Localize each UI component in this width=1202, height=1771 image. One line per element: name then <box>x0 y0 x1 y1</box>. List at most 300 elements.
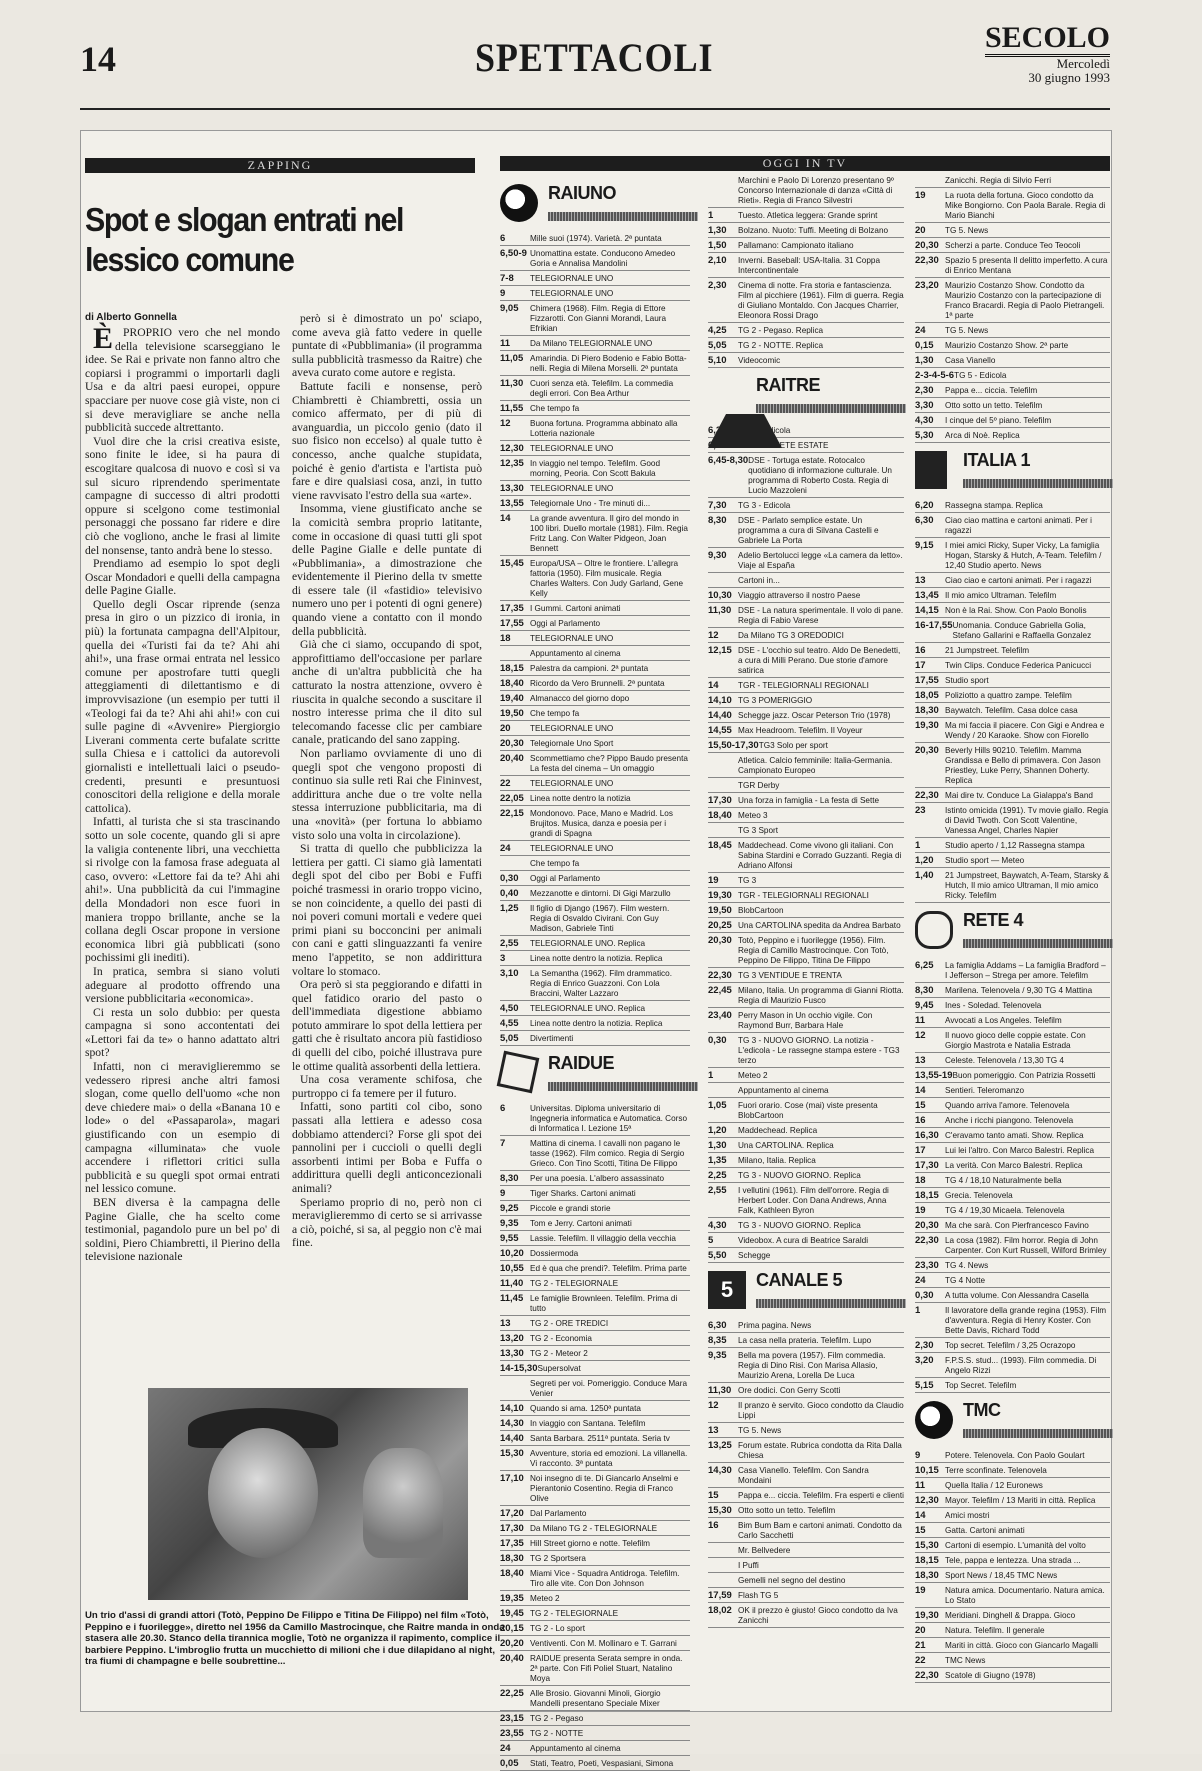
schedule-row <box>500 514 690 556</box>
schedule-program: DSE - Parlato semplice estate. Un programma a cura di Silvana Castelli e Gabriele La Porta <box>738 516 879 545</box>
schedule-program: Il nuovo gioco delle coppie estate. Con Giorgio Mastrota e Natalia Estrada <box>945 1031 1086 1050</box>
schedule-program: TMC News <box>945 1656 986 1665</box>
schedule-row <box>915 1306 1110 1338</box>
schedule-row <box>915 1466 1110 1478</box>
schedule-program: A tutta volume. Con Alessandra Casella <box>945 1291 1089 1300</box>
schedule-time: 18,15 <box>915 1190 939 1201</box>
schedule-row <box>915 1131 1110 1143</box>
schedule-program: Beverly Hills 90210. Telefilm. Mamma Grandissa e Bello di primavera. Con Jason Priestley, Luke Perry, Shannen Doherty. Replica <box>945 746 1101 785</box>
schedule-time: 11,30 <box>708 605 732 616</box>
schedule-row <box>708 681 904 693</box>
schedule-program: Studio sport — Meteo <box>945 856 1025 865</box>
schedule-time: 8,35 <box>708 1335 727 1346</box>
schedule-program: Tom e Jerry. Cartoni animati <box>530 1219 632 1228</box>
schedule-program: Schegge <box>738 1251 771 1260</box>
schedule-program: Mai dire tv. Conduce La Gialappa's Band <box>945 791 1093 800</box>
schedule-program: Tuesto. Atletica leggera: Grande sprint <box>738 211 878 220</box>
schedule-program: I Gummi. Cartoni animati <box>530 604 621 613</box>
schedule-program: Ma che sarà. Con Pierfrancesco Favino <box>945 1221 1089 1230</box>
schedule-program: Videobox. A cura di Beatrice Saraldi <box>738 1236 869 1245</box>
schedule-row <box>915 1356 1110 1378</box>
schedule-time: 13,45 <box>915 590 939 601</box>
schedule-time: 20,30 <box>915 745 939 756</box>
schedule-program: Ricordo da Vero Brunnelli. 2ª puntata <box>530 679 665 688</box>
schedule-time: 19,30 <box>915 1610 939 1621</box>
schedule-time: 19,40 <box>500 693 524 704</box>
schedule-time: 15 <box>915 1525 926 1536</box>
schedule-program: Mr. Bellvedere <box>738 1546 791 1555</box>
schedule-row <box>500 739 690 751</box>
schedule-row <box>708 1591 904 1603</box>
schedule-program: Linea notte dentro la notizia. Replica <box>530 1019 663 1028</box>
schedule-program: 21 Jumpstreet, Baywatch, A-Team, Starsky & Hutch, Il mio amico Ultraman, Il mio amico Ricky. Telefilm <box>945 871 1109 900</box>
tv-band: OGGI IN TV <box>500 156 1110 171</box>
schedule-program: Gatta. Cartoni animati <box>945 1526 1025 1535</box>
schedule-row <box>915 661 1110 673</box>
schedule-row <box>708 781 904 793</box>
schedule-time: 14 <box>915 1085 926 1096</box>
schedule-time: 14,10 <box>500 1403 524 1414</box>
schedule-row <box>915 1671 1110 1683</box>
schedule-program: Arca di Noè. Replica <box>945 431 1020 440</box>
schedule-time: 0,40 <box>500 888 519 899</box>
schedule-row <box>708 811 904 823</box>
schedule-row <box>708 326 904 338</box>
schedule-row <box>500 234 690 246</box>
schedule-row <box>500 404 690 416</box>
channel-rete4 <box>915 909 1110 955</box>
schedule-program: TG 5. News <box>945 226 989 235</box>
schedule-row <box>500 1334 690 1346</box>
schedule-row <box>708 211 904 223</box>
schedule-time: 5,15 <box>915 1380 934 1391</box>
schedule-time: 18,15 <box>500 663 524 674</box>
schedule-time: 19,50 <box>708 905 732 916</box>
schedule-program: TG 3 - NUOVO GIORNO. Replica <box>738 1221 861 1230</box>
schedule-row <box>915 226 1110 238</box>
raidue-logo-icon <box>497 1051 540 1094</box>
schedule-time: 20,40 <box>500 753 524 764</box>
schedule-program: Universitas. Diploma universitario di Ingegneria informatica e Automatica. Corso di Informatica I. Lezione 15ª <box>530 1104 688 1133</box>
schedule-row <box>500 1004 690 1016</box>
channel-tmc <box>915 1399 1110 1445</box>
schedule-row <box>708 1251 904 1263</box>
schedule-time: 6 <box>500 233 506 244</box>
canale5-schedule <box>708 1321 904 1628</box>
schedule-time: 1,25 <box>500 903 519 914</box>
schedule-program: Linea notte dentro la notizia. Replica <box>530 954 663 963</box>
schedule-program: Pappa e... ciccia. Telefilm <box>945 386 1038 395</box>
schedule-row <box>915 256 1110 278</box>
schedule-program: La casa nella prateria. Telefilm. Lupo <box>738 1336 872 1345</box>
rete4-schedule <box>915 961 1110 1393</box>
schedule-program: Ore dodici. Con Gerry Scotti <box>738 1386 841 1395</box>
schedule-program: Stati, Teatro, Poeti, Vespasiani, Simona <box>530 1759 674 1768</box>
channel-stripe <box>548 212 698 221</box>
schedule-time: 22 <box>915 1655 926 1666</box>
schedule-time: 6,25 <box>915 960 934 971</box>
schedule-program: TGR Derby <box>738 781 780 790</box>
schedule-row <box>500 339 690 351</box>
schedule-program: Celeste. Telenovela / 13,30 TG 4 <box>945 1056 1064 1065</box>
raidue-night-schedule <box>708 176 904 368</box>
schedule-time: 18,30 <box>915 705 939 716</box>
schedule-time: 19 <box>708 875 719 886</box>
schedule-time: 9,35 <box>708 1350 727 1361</box>
schedule-program: TG 3 - Edicola <box>738 426 791 435</box>
schedule-program: TELEGIORNALE UNO <box>530 444 614 453</box>
schedule-row <box>500 1249 690 1261</box>
schedule-row <box>500 969 690 1001</box>
schedule-row <box>500 1294 690 1316</box>
page-number: 14 <box>80 39 116 79</box>
actress-figure <box>363 1448 443 1558</box>
schedule-time: 15,30 <box>500 1448 524 1459</box>
schedule-row <box>708 906 904 918</box>
schedule-row <box>500 484 690 496</box>
schedule-time: 22,05 <box>500 793 524 804</box>
schedule-program: Telegiornale Uno Sport <box>530 739 614 748</box>
schedule-program: Meteo 2 <box>738 1071 768 1080</box>
schedule-row <box>500 889 690 901</box>
schedule-row <box>915 591 1110 603</box>
schedule-row <box>915 1116 1110 1128</box>
schedule-time: 0,30 <box>708 1035 727 1046</box>
schedule-time: 13,30 <box>500 483 524 494</box>
schedule-program: Hill Street giorno e notte. Telefilm <box>530 1539 650 1548</box>
schedule-program: Scatole di Giugno (1978) <box>945 1671 1036 1680</box>
schedule-row <box>915 1161 1110 1173</box>
schedule-program: Avvocati a Los Angeles. Telefilm <box>945 1016 1062 1025</box>
schedule-row <box>500 1569 690 1591</box>
schedule-program: Potere. Telenovela. Con Paolo Goulart <box>945 1451 1085 1460</box>
schedule-program: TELEGIORNALE UNO <box>530 289 614 298</box>
schedule-program: Europa/USA – Oltre le frontiere. L'allegra fattoria (1950). Film musicale. Regia Charles Walters. Con Judy Garland, Gene Kelly <box>530 559 684 598</box>
raidue-schedule <box>500 1104 690 1771</box>
schedule-program: Almanacco del giorno dopo <box>530 694 630 703</box>
schedule-program: In viaggio con Santana. Telefilm <box>530 1419 646 1428</box>
schedule-program: Cuori senza età. Telefilm. La commedia degli errori. Con Bea Arthur <box>530 379 674 398</box>
schedule-row <box>915 341 1110 353</box>
schedule-time: 7 <box>500 1138 506 1149</box>
schedule-row <box>500 1714 690 1726</box>
channel-stripe <box>963 1429 1113 1438</box>
schedule-time: 6,45-14 <box>708 440 741 451</box>
article-column-2 <box>292 312 482 1374</box>
schedule-row <box>500 874 690 886</box>
channel-name: RETE 4 <box>963 910 1024 930</box>
schedule-row <box>500 1264 690 1276</box>
schedule-program: Terre sconfinate. Telenovela <box>945 1466 1047 1475</box>
schedule-row <box>708 256 904 278</box>
schedule-time: 13 <box>915 575 926 586</box>
schedule-program: Meteo 3 <box>738 811 768 820</box>
schedule-time: 14,30 <box>708 1465 732 1476</box>
schedule-time: 23,20 <box>915 280 939 291</box>
schedule-row <box>915 606 1110 618</box>
schedule-row <box>915 1101 1110 1113</box>
schedule-time: 2,30 <box>708 280 727 291</box>
schedule-program: TG 4 / 19,30 Micaela. Telenovela <box>945 1206 1065 1215</box>
schedule-row <box>500 304 690 336</box>
schedule-row <box>708 551 904 573</box>
schedule-time: 2,25 <box>708 1170 727 1181</box>
schedule-time: 11 <box>915 1480 926 1491</box>
schedule-program: Linea notte dentro la notizia <box>530 794 631 803</box>
schedule-row <box>708 1221 904 1233</box>
schedule-program: Otto sotto un tetto. Telefilm <box>945 401 1043 410</box>
schedule-program: Mille suoi (1974). Varietà. 2ª puntata <box>530 234 662 243</box>
schedule-row <box>500 1319 690 1331</box>
schedule-program: TG 4 Notte <box>945 1276 986 1285</box>
schedule-time: 22,45 <box>708 985 732 996</box>
schedule-program: TGR - TELEGIORNALI REGIONALI <box>738 891 869 900</box>
schedule-program: Una CARTOLINA spedita da Andrea Barbato <box>738 921 901 930</box>
channel-name: TMC <box>963 1400 1001 1420</box>
schedule-program: Meteo 2 <box>530 1594 560 1603</box>
schedule-program: Il lavoratore della grande regina (1953). Film d'avventura. Regia di Henry Koster. Con Bette Davis, Richard Todd <box>945 1306 1107 1335</box>
schedule-row <box>915 1001 1110 1013</box>
schedule-row <box>708 841 904 873</box>
schedule-program: Top Secret. Telefilm <box>945 1381 1017 1390</box>
schedule-program: C'eravamo tanto amati. Show. Replica <box>945 1131 1084 1140</box>
schedule-time: 9,55 <box>500 1233 519 1244</box>
schedule-program: Natura. Telefilm. Il generale <box>945 1626 1045 1635</box>
schedule-program: Zanicchi. Regia di Silvio Ferri <box>945 176 1052 185</box>
newspaper-name: SECOLO <box>985 22 1110 57</box>
schedule-program: Le famiglie Brownleen. Telefilm. Prima di tutto <box>530 1294 678 1313</box>
schedule-program: Bolzano. Nuoto: Tuffi. Meeting di Bolzano <box>738 226 889 235</box>
schedule-program: TG 3 POMERIGGIO <box>738 696 813 705</box>
schedule-time: 15,50-17,30 <box>708 740 759 751</box>
schedule-row <box>915 841 1110 853</box>
schedule-row <box>915 856 1110 868</box>
schedule-time: 20,15 <box>500 1623 524 1634</box>
schedule-time: 11,45 <box>500 1293 524 1304</box>
schedule-time: 18,05 <box>915 690 939 701</box>
schedule-time: 17,55 <box>500 618 524 629</box>
schedule-time: 17 <box>915 660 926 671</box>
schedule-row <box>915 1276 1110 1288</box>
schedule-row <box>708 341 904 353</box>
schedule-row <box>708 606 904 628</box>
schedule-row <box>915 1526 1110 1538</box>
schedule-row <box>500 939 690 951</box>
schedule-program: TG 2 - TELEGIORNALE <box>530 1609 619 1618</box>
schedule-row <box>915 961 1110 983</box>
schedule-program: Telegiornale Uno - Tre minuti di... <box>530 499 651 508</box>
schedule-program: Buon pomeriggio. Con Patrizia Rossetti <box>952 1071 1096 1080</box>
schedule-program: TELEGIORNALE UNO. Replica <box>530 939 646 948</box>
article-paragraph: Prendiamo ad esempio lo spot degli Oscar Mondadori e quelli della campagna delle Pagine Gialle. <box>85 557 280 598</box>
schedule-row <box>708 1466 904 1488</box>
schedule-row <box>500 649 690 661</box>
schedule-time: 18,45 <box>708 840 732 851</box>
schedule-time: 14 <box>708 680 719 691</box>
schedule-row <box>500 859 690 871</box>
schedule-row <box>915 1086 1110 1098</box>
schedule-time: 17,30 <box>708 795 732 806</box>
channel-stripe <box>963 479 1113 488</box>
schedule-row <box>708 281 904 323</box>
schedule-row <box>500 289 690 301</box>
channel-stripe <box>756 1299 906 1308</box>
schedule-row <box>915 1381 1110 1393</box>
schedule-time: 23,15 <box>500 1713 524 1724</box>
schedule-row <box>915 1481 1110 1493</box>
schedule-time: 16 <box>915 645 926 656</box>
article-paragraph: Infatti, al turista che si sta trascinando sotto un sole cocente, quando gli si apre la valigia contenente libri, una vecchietta si rivolge con la famosa frase adeguata al caso, ovvero: «Lettore fai da te? Ahi ahi ahi!». Una pubblicità da cui l'immagine della Mondadori non esce fuori in maniera troppo brillante, anche se la collana degli Oscar propone in versione economica libri già pubblicati (sono pochissimi gli inediti). <box>85 815 280 965</box>
schedule-program: Una CARTOLINA. Replica <box>738 1141 834 1150</box>
zapping-band: ZAPPING <box>85 158 475 173</box>
schedule-program: TG 3 - Edicola <box>738 501 791 510</box>
schedule-row <box>915 1571 1110 1583</box>
schedule-time: 12,35 <box>500 458 524 469</box>
schedule-row <box>708 1171 904 1183</box>
channel-name: RAIUNO <box>548 183 616 203</box>
schedule-time: 2,30 <box>915 1340 934 1351</box>
channel-raidue <box>500 1052 690 1098</box>
schedule-program: Milano, Italia. Un programma di Gianni Riotta. Regia di Maurizio Fusco <box>738 986 904 1005</box>
schedule-time: 3 <box>500 953 506 964</box>
schedule-time: 20 <box>915 225 926 236</box>
schedule-row <box>915 1496 1110 1508</box>
channel-italia1 <box>915 449 1110 495</box>
schedule-time: 9,35 <box>500 1218 519 1229</box>
schedule-row <box>500 619 690 631</box>
schedule-row <box>708 501 904 513</box>
article-headline: Spot e slogan entrati nel lessico comune <box>85 201 404 278</box>
schedule-program: Lui lei l'altro. Con Marco Balestri. Replica <box>945 1146 1094 1155</box>
schedule-row <box>500 604 690 616</box>
schedule-program: DSE - La natura sperimentale. Il volo di pane. Regia di Fabio Varese <box>738 606 904 625</box>
schedule-program: Non è la Rai. Show. Con Paolo Bonolis <box>945 606 1087 615</box>
schedule-program: Gemelli nel segno del destino <box>738 1576 846 1585</box>
schedule-time: 8,30 <box>500 1173 519 1184</box>
schedule-program: Maddechead. Come vivono gli italiani. Con Sabina Stardini e Corrado Guzzanti. Regia di Adriano Alfonsi <box>738 841 902 870</box>
channel-canale5 <box>708 1269 904 1315</box>
schedule-program: Viaggio attraverso il nostro Paese <box>738 591 861 600</box>
schedule-time: 14,15 <box>915 605 939 616</box>
schedule-program: Segreti per voi. Pomeriggio. Conduce Mara Venier <box>530 1379 688 1398</box>
schedule-program: Studio aperto / 1,12 Rassegna stampa <box>945 841 1085 850</box>
schedule-time: 12,30 <box>500 443 524 454</box>
schedule-time: 2,30 <box>915 385 934 396</box>
schedule-row <box>915 516 1110 538</box>
schedule-program: Pappa e... ciccia. Telefilm. Fra esperti e clienti <box>738 1491 904 1500</box>
schedule-time: 23,40 <box>708 1010 732 1021</box>
schedule-row <box>915 1626 1110 1638</box>
schedule-row <box>915 401 1110 413</box>
schedule-time: 12 <box>500 418 511 429</box>
schedule-row <box>915 1586 1110 1608</box>
schedule-program: TG 3 <box>738 876 757 885</box>
schedule-program: Ines - Soledad. Telenovela <box>945 1001 1042 1010</box>
schedule-row <box>915 806 1110 838</box>
schedule-row <box>915 1071 1110 1083</box>
schedule-time: 19,50 <box>500 708 524 719</box>
schedule-row <box>500 1364 690 1376</box>
schedule-time: 12,15 <box>708 645 732 656</box>
schedule-program: TG 3 - NUOVO GIORNO. Replica <box>738 1171 861 1180</box>
schedule-program: Dal Parlamento <box>530 1509 587 1518</box>
schedule-time: 22,30 <box>915 255 939 266</box>
schedule-time: 21 <box>915 1640 926 1651</box>
schedule-row <box>915 191 1110 223</box>
schedule-time: 17,35 <box>500 603 524 614</box>
schedule-row <box>915 791 1110 803</box>
schedule-time: 9,05 <box>500 303 519 314</box>
schedule-program: TG 2 - TELEGIORNALE <box>530 1279 619 1288</box>
schedule-program: Ma mi faccia il piacere. Con Gigi e Andrea e Wendy / 20 Karaoke. Show con Fiorello <box>945 721 1105 740</box>
schedule-time: 22,30 <box>915 790 939 801</box>
schedule-time: 14 <box>500 513 511 524</box>
schedule-program: Buona fortuna. Programma abbinato alla Lotteria nazionale <box>530 419 678 438</box>
schedule-row <box>708 576 904 588</box>
schedule-time: 13,55 <box>500 498 524 509</box>
schedule-row <box>915 431 1110 443</box>
schedule-time: 17 <box>915 1145 926 1156</box>
schedule-program: Maddechead. Replica <box>738 1126 818 1135</box>
schedule-row <box>915 1541 1110 1553</box>
schedule-program: TELEGIORNALE UNO. Replica <box>530 1004 646 1013</box>
schedule-time: 20,30 <box>915 240 939 251</box>
schedule-row <box>500 809 690 841</box>
schedule-program: Ventiventi. Con M. Mollinaro e T. Garrani <box>530 1639 677 1648</box>
schedule-program: Baywatch. Telefilm. Casa dolce casa <box>945 706 1078 715</box>
schedule-program: TG 2 - Pegaso. Replica <box>738 326 824 335</box>
schedule-time: 2-3-4-5-6 <box>915 370 955 381</box>
raitre-schedule <box>708 426 904 1263</box>
header-rule <box>80 108 1110 110</box>
schedule-time: 22,30 <box>708 970 732 981</box>
italia1-logo-icon <box>915 451 947 489</box>
channel-name: ITALIA 1 <box>963 450 1030 470</box>
schedule-program: Prima pagina. News <box>738 1321 812 1330</box>
schedule-row <box>708 1561 904 1573</box>
schedule-time: 2,10 <box>708 255 727 266</box>
schedule-time: 17,30 <box>500 1523 524 1534</box>
raiuno-logo-icon <box>500 184 538 222</box>
schedule-time: 3,10 <box>500 968 519 979</box>
schedule-program: Maurizio Costanzo Show. Condotto da Maurizio Costanzo con la partecipazione di Franco Bracardi. Regia di Paolo Pietrangeli. 1ª parte <box>945 281 1105 320</box>
schedule-program: La cosa (1982). Film horror. Regia di John Carpenter. Con Kurt Russell, Wilford Brimley <box>945 1236 1107 1255</box>
schedule-program: Twin Clips. Conduce Federica Panicucci <box>945 661 1092 670</box>
schedule-time: 20,40 <box>500 1653 524 1664</box>
channel-stripe <box>548 1082 698 1091</box>
article-paragraph: BEN diversa è la campagna delle Pagine Gialle, che ha scelto come testimonial, pagandolo pure un bel po' di soldini, Piero Chiambretti, il Pierino della televisione nazionale <box>85 1196 280 1264</box>
article-paragraph: però si è dimostrato un po' sciapo, come aveva già fatto vedere in quelle puntate di «Pubblimania» (il programma sulla pubblicità trasmesso da Raitre) che aveva curato come autore e regista. <box>292 312 482 380</box>
schedule-row <box>500 1509 690 1521</box>
article-paragraph: Ci resta un solo dubbio: per questa campagna si sono accontentati dei «Lettori fai da te» o hanno adattato altri spot? <box>85 1005 280 1060</box>
schedule-time: 19,45 <box>500 1608 524 1619</box>
schedule-program: TG 2 - ORE TREDICI <box>530 1319 609 1328</box>
schedule-row <box>708 1386 904 1398</box>
schedule-row <box>500 444 690 456</box>
schedule-row <box>500 1189 690 1201</box>
schedule-time: 19 <box>915 1205 926 1216</box>
schedule-time: 1,20 <box>708 1125 727 1136</box>
schedule-row <box>708 826 904 838</box>
schedule-row <box>708 356 904 368</box>
schedule-time <box>500 1379 530 1399</box>
schedule-program: I Puffi <box>738 1561 759 1570</box>
schedule-time: 24 <box>915 1275 926 1286</box>
schedule-program: Supersolvat <box>537 1364 581 1373</box>
schedule-row <box>500 1554 690 1566</box>
schedule-row <box>500 499 690 511</box>
schedule-program: Casa Vianello. Telefilm. Con Sandra Mondaini <box>738 1466 869 1485</box>
